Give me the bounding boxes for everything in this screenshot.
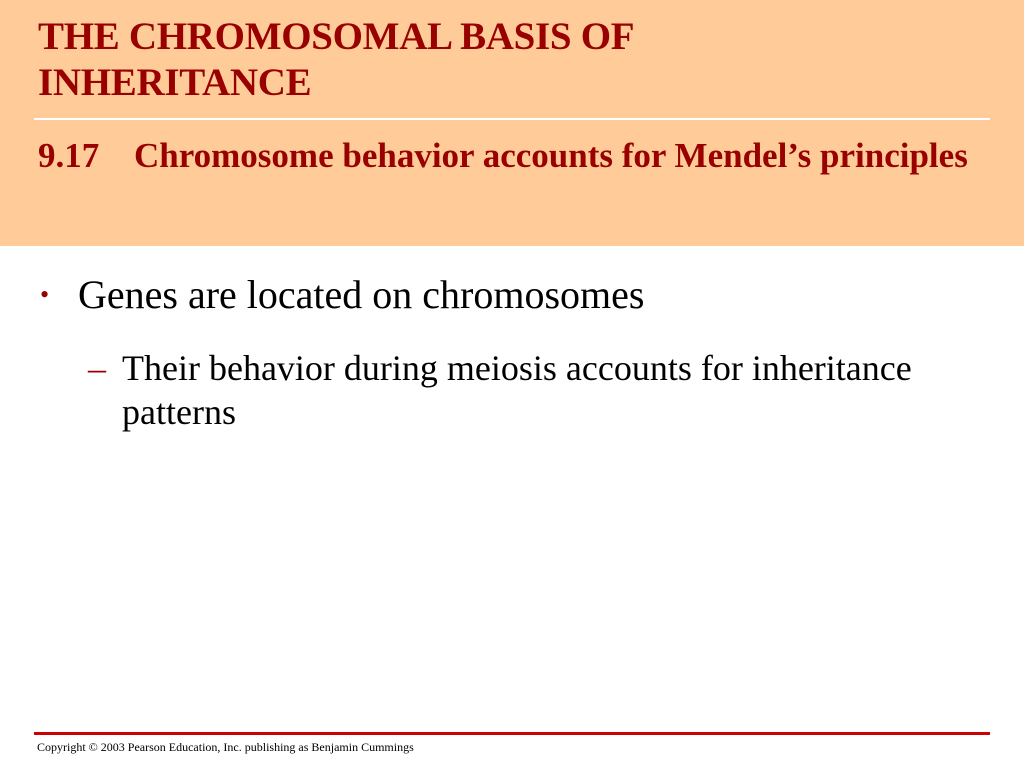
bullet-dot-icon: • — [40, 280, 50, 309]
footer-divider — [34, 732, 990, 735]
chapter-title-line2: INHERITANCE — [38, 61, 312, 104]
bullet-list — [40, 270, 980, 434]
bullet-item — [40, 270, 980, 434]
dash-icon: – — [88, 348, 106, 388]
bullet-text: Genes are located on chromosomes — [78, 272, 645, 317]
sub-bullet-list — [88, 346, 980, 434]
chapter-title-line1: THE CHROMOSOMAL BASIS OF — [38, 15, 635, 58]
sub-bullet-item — [88, 346, 980, 434]
section-heading — [38, 134, 988, 177]
bullet-row — [40, 270, 980, 320]
sub-bullet-text: Their behavior during meiosis accounts for inheritance patterns — [122, 348, 912, 432]
copyright-notice: Copyright © 2003 Pearson Education, Inc. publishing as Benjamin Cummings — [37, 740, 414, 754]
section-title: Chromosome behavior accounts for Mendel’s principles — [134, 136, 968, 175]
chapter-title — [38, 14, 978, 106]
header-band — [0, 0, 1024, 246]
header-divider — [34, 118, 990, 120]
section-number: 9.17 — [38, 136, 100, 175]
